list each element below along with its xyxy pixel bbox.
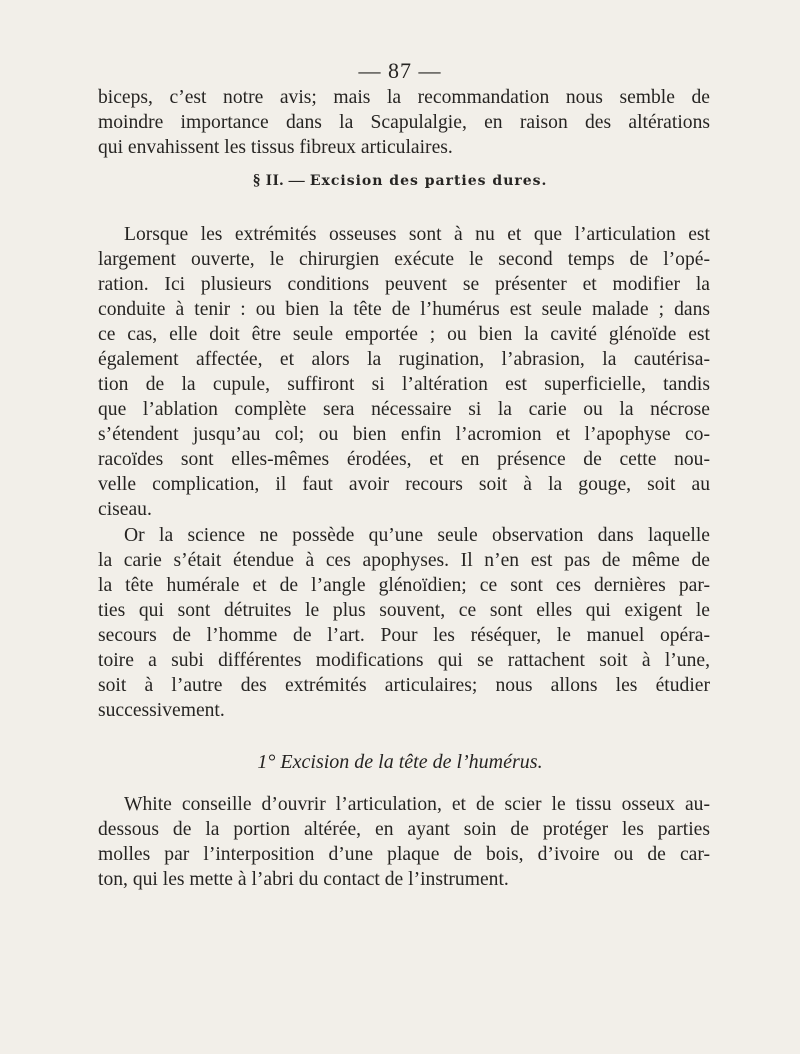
text-line: la carie s’était étendue à ces apophyses. Il n’en est pas de même de: [98, 550, 710, 571]
text-line: ration. Ici plusieurs conditions peuvent se présenter et modifier la: [98, 274, 710, 295]
text-line: soit à l’autre des extrémités articulaires; nous allons les étudier: [98, 675, 710, 696]
text-line: que l’ablation complète sera nécessaire si la carie ou la nécrose: [98, 399, 710, 420]
section-heading-prefix: § II. —: [252, 172, 306, 189]
text-line: s’étendent jusqu’au col; ou bien enfin l’acromion et l’apophyse co-: [98, 424, 710, 445]
text-line: Or la science ne possède qu’une seule observation dans laquelle: [124, 525, 710, 546]
page-number: — 87 —: [358, 58, 442, 83]
section-heading-title: Excision des parties dures.: [309, 173, 548, 189]
text-line: dessous de la portion altérée, en ayant soin de protéger les parties: [98, 819, 710, 840]
text-line: toire a subi différentes modifications qui se rattachent soit à l’une,: [98, 650, 710, 671]
text-line: également affectée, et alors la rugination, l’abrasion, la cautérisa-: [98, 349, 710, 370]
section-heading: [0, 172, 800, 190]
text-line: ties qui sont détruites le plus souvent, ce sont elles qui exigent le: [98, 600, 710, 621]
text-line: la tête humérale et de l’angle glénoïdien; ce sont ces dernières par-: [98, 575, 710, 596]
text-line: velle complication, il faut avoir recours soit à la gouge, soit au: [98, 474, 710, 495]
text-line: ciseau.: [98, 499, 152, 520]
subsection-heading: 1° Excision de la tête de l’humérus.: [257, 751, 543, 773]
text-line: racoïdes sont elles-mêmes érodées, et en présence de cette nou-: [98, 449, 710, 470]
text-line: conduite à tenir : ou bien la tête de l’humérus est seule malade ; dans: [98, 299, 710, 320]
text-line: successivement.: [98, 700, 225, 721]
text-line: Lorsque les extrémités osseuses sont à nu et que l’articulation est: [124, 224, 710, 245]
text-line: ton, qui les mette à l’abri du contact de l’instrument.: [98, 869, 509, 890]
text-line: biceps, c’est notre avis; mais la recommandation nous semble de: [98, 87, 710, 108]
text-line: tion de la cupule, suffiront si l’altération est superficielle, tandis: [98, 374, 710, 395]
text-line: qui envahissent les tissus fibreux articulaires.: [98, 137, 453, 158]
text-line: White conseille d’ouvrir l’articulation, et de scier le tissu osseux au-: [124, 794, 710, 815]
text-line: secours de l’homme de l’art. Pour les réséquer, le manuel opéra-: [98, 625, 710, 646]
text-line: moindre importance dans la Scapulalgie, en raison des altérations: [98, 112, 710, 133]
text-line: ce cas, elle doit être seule emportée ; ou bien la cavité glénoïde est: [98, 324, 710, 345]
text-line: molles par l’interposition d’une plaque de bois, d’ivoire ou de car-: [98, 844, 710, 865]
text-line: largement ouverte, le chirurgien exécute le second temps de l’opé-: [98, 249, 710, 270]
